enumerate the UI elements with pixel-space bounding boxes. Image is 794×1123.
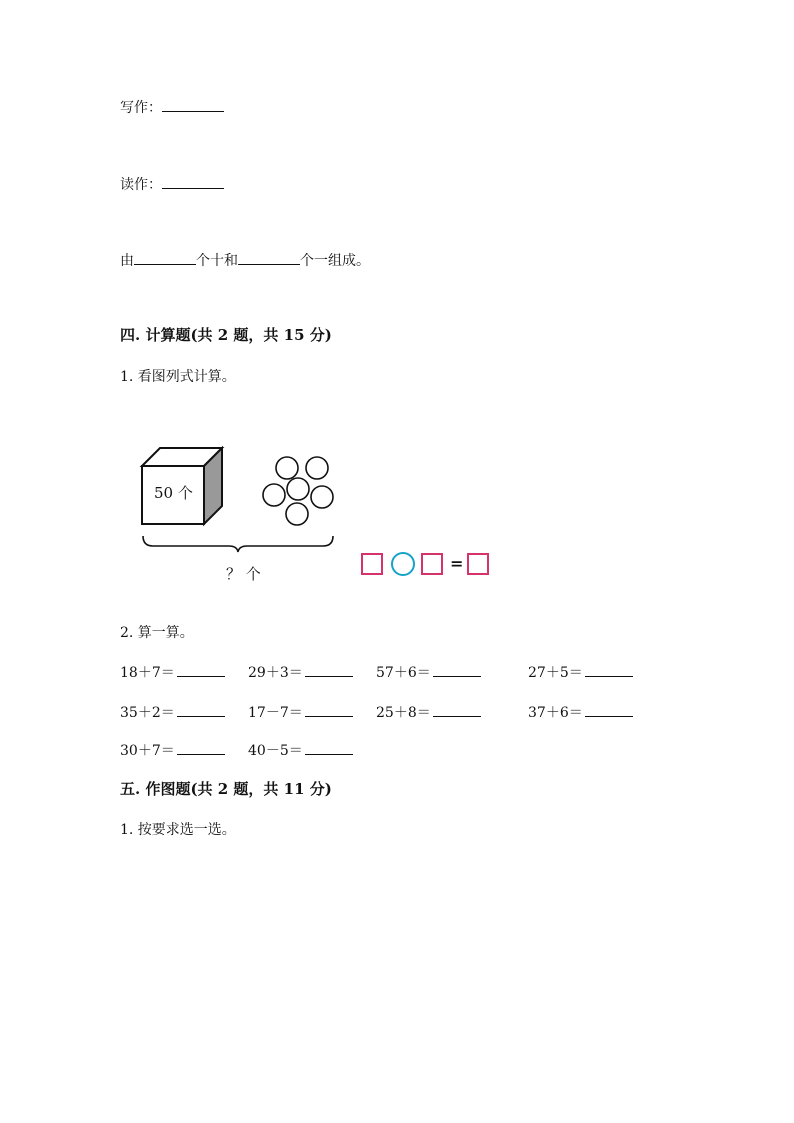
answer-blank[interactable] xyxy=(305,742,353,755)
read-line xyxy=(120,174,224,194)
answer-blank[interactable] xyxy=(433,704,481,717)
q2-label: 2. 算一算。 xyxy=(120,625,194,641)
circle-icon xyxy=(311,486,333,508)
compose-suffix: 个一组成。 xyxy=(300,253,370,269)
answer-blank[interactable] xyxy=(177,704,225,717)
problem: 29＋3＝ xyxy=(248,662,353,682)
compose-mid: 个十和 xyxy=(196,253,238,269)
answer-blank[interactable] xyxy=(585,664,633,677)
circle-icon xyxy=(263,484,285,506)
answer-blank[interactable] xyxy=(585,704,633,717)
compose-prefix: 由 xyxy=(120,253,134,269)
circle-icon xyxy=(287,478,309,500)
write-line xyxy=(120,97,224,117)
write-blank[interactable] xyxy=(162,99,224,112)
brace-icon xyxy=(143,536,333,552)
operator-circle[interactable] xyxy=(392,553,414,575)
circle-icon xyxy=(306,457,328,479)
answer-square-3[interactable] xyxy=(468,554,488,574)
circle-group-icon xyxy=(263,457,333,525)
answer-blank[interactable] xyxy=(305,704,353,717)
tens-blank[interactable] xyxy=(134,252,196,265)
section4-heading: 四. 计算题(共 2 题，共 15 分) xyxy=(120,326,332,344)
problem: 57＋6＝ xyxy=(376,662,481,682)
answer-blank[interactable] xyxy=(433,664,481,677)
question-label: ？ 个 xyxy=(226,565,261,583)
problem: 27＋5＝ xyxy=(528,662,633,682)
q1-label: 1. 看图列式计算。 xyxy=(120,369,236,385)
write-label: 写作： xyxy=(120,100,162,116)
read-label: 读作： xyxy=(120,177,162,193)
equals-sign: = xyxy=(450,554,464,573)
section5-heading: 五. 作图题(共 2 题，共 11 分) xyxy=(120,780,332,798)
answer-square-2[interactable] xyxy=(422,554,442,574)
answer-square-1[interactable] xyxy=(362,554,382,574)
section5-q1-label: 1. 按要求选一选。 xyxy=(120,822,236,838)
ones-blank[interactable] xyxy=(238,252,300,265)
problem: 35＋2＝ xyxy=(120,702,225,722)
answer-blank[interactable] xyxy=(177,664,225,677)
problem: 18＋7＝ xyxy=(120,662,225,682)
problem: 37＋6＝ xyxy=(528,702,633,722)
problem: 17－7＝ xyxy=(248,702,353,722)
problem: 40－5＝ xyxy=(248,740,353,760)
problem: 30＋7＝ xyxy=(120,740,225,760)
problem: 25＋8＝ xyxy=(376,702,481,722)
answer-blank[interactable] xyxy=(305,664,353,677)
answer-blank[interactable] xyxy=(177,742,225,755)
circle-icon xyxy=(286,503,308,525)
cube-label: 50 个 xyxy=(154,484,193,502)
compose-line xyxy=(120,250,370,270)
circle-icon xyxy=(276,457,298,479)
read-blank[interactable] xyxy=(162,176,224,189)
